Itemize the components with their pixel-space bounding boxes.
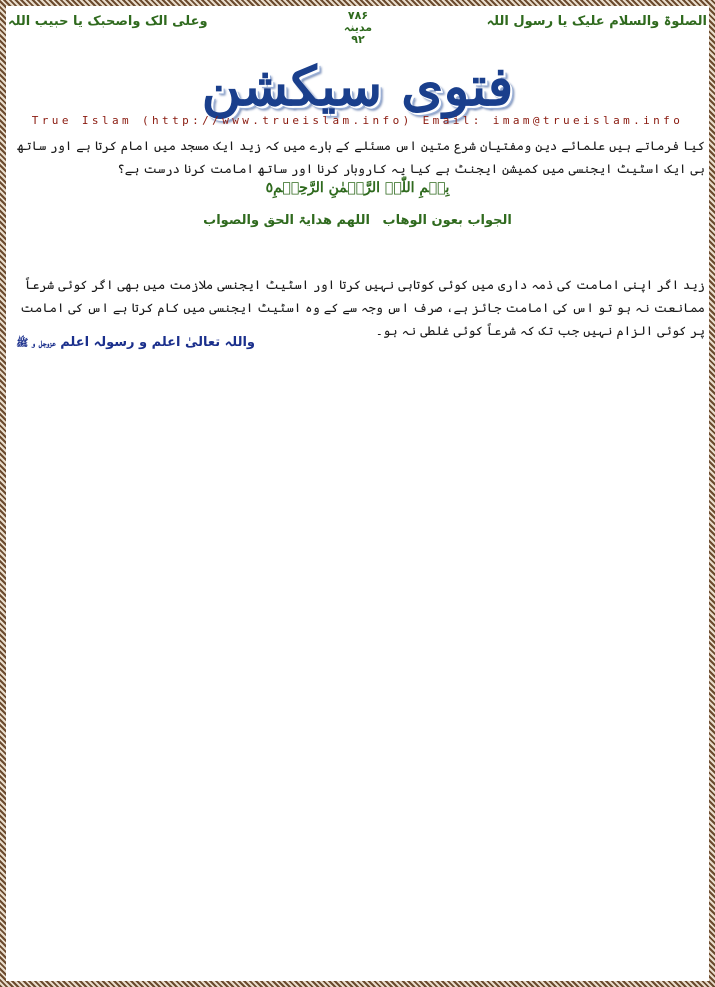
salutation-right: الصلوۃ والسلام علیک یا رسول اللہ xyxy=(486,14,707,29)
closing-text: واللہ تعالیٰ اعلم و رسولہ اعلم xyxy=(60,335,255,350)
bismillah: بِسۡمِ اللّٰہِ الرَّحۡمٰنِ الرَّحِیۡمِ٥ xyxy=(265,180,450,196)
closing-line xyxy=(12,335,255,351)
issue-label: مدینہ xyxy=(343,21,373,34)
contact-line: True Islam (http://www.trueislam.info) Email: imam@trueislam.info xyxy=(31,114,684,127)
issue-number-2: ۹۲ xyxy=(351,33,365,46)
answer-heading-part2: اللھم ھدایۃ الحق والصواب xyxy=(203,213,370,228)
salutation-left: وعلی الک واصحبک یا حبیب اللہ xyxy=(8,14,208,29)
issue-number: ۷۸۶ xyxy=(347,9,369,22)
header-row xyxy=(6,10,709,50)
answer-heading-part1: الجواب بعون الوھاب xyxy=(382,213,512,228)
answer-heading xyxy=(6,213,709,228)
section-banner xyxy=(6,54,709,118)
answer-body: زید اگر اپنی امامت کی ذمہ داری میں کوئی کوتاہی نہیں کرتا اور اسٹیٹ ایجنسی ملازمت میں بھی اگر کوئی شرعاً ممانعت نہ ہو تو اس کی امامت جائز ہے، صرف اس وجہ سے کے وہ اسٹیٹ ایجنسی میں کام کرتا ہے اس کی امامت پر کوئی الزام نہیں جب تک کہ شرعاً کوئی غلطی نہ ہو۔ xyxy=(20,277,705,338)
fatwa-page xyxy=(6,6,709,981)
question-text: کیا فرماتے ہیں علمائے دین ومفتیان شرع متین اس مسئلے کے بارے میں کہ زید ایک مسجد میں امام کرتا ہے اور ساتھ ہی ایک اسٹیٹ ایجنسی میں کمیشن ایجنٹ ہے کیا یہ کاروبار کرنا اور ساتھ امامت کرنا درست ہے؟ xyxy=(16,138,705,176)
issue-mark xyxy=(340,10,376,46)
closing-honorific: عزوجل و ﷺ xyxy=(16,338,56,349)
banner-title: فتوی سیکشن xyxy=(201,54,514,118)
